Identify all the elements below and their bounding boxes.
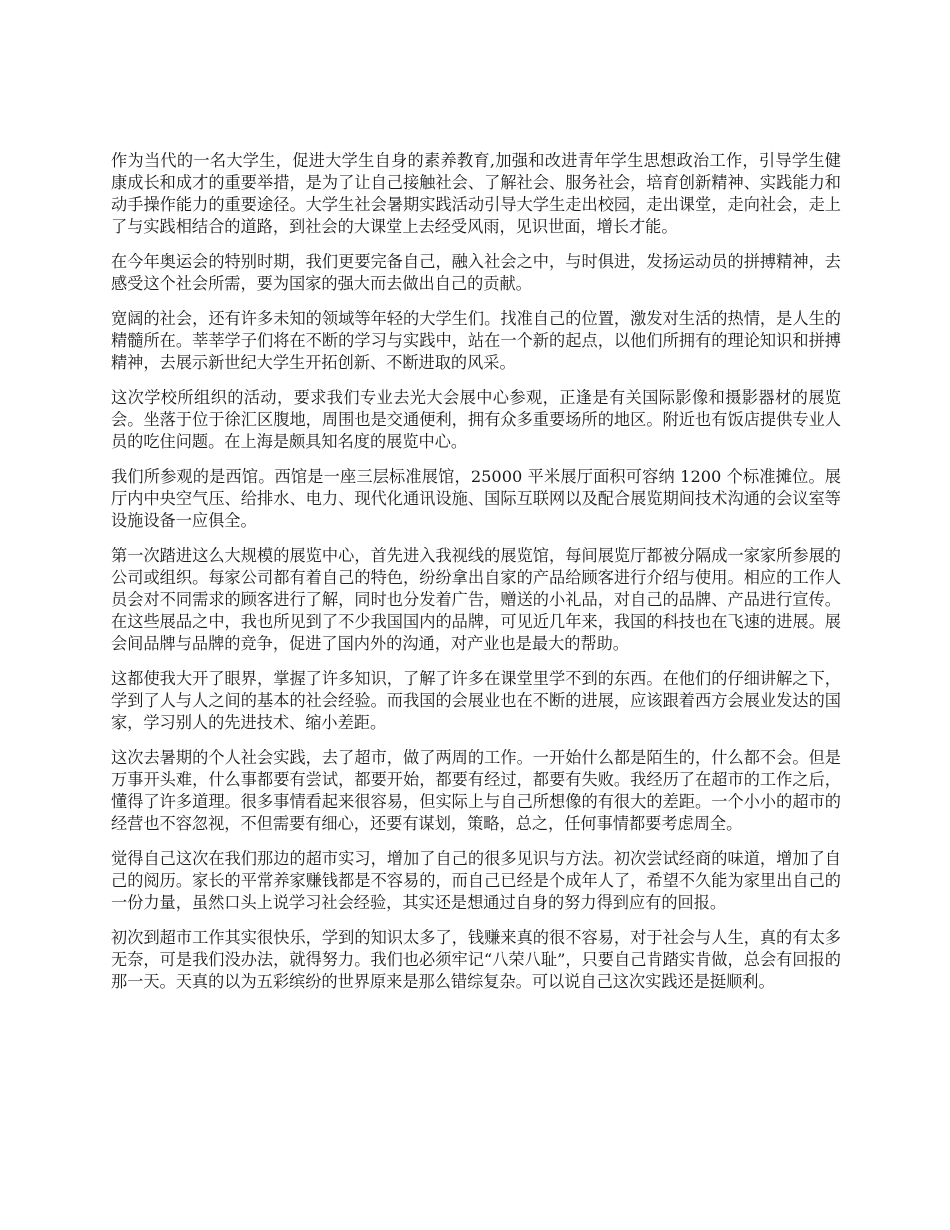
paragraph-6: 第一次踏进这么大规模的展览中心，首先进入我视线的展览馆，每间展览厅都被分隔成一家家所参展的公司或组织。每家公司都有着自己的特色，纷纷拿出自家的产品给顾客进行介绍与使用。相应的工作人员会对不同需求的顾客进行了解，同时也分发着广告，赠送的小礼品，对自己的品牌、产品进行宣传。在这些展品之中，我也所见到了不少我国国内的品牌，可见近几年来，我国的科技也在飞速的进展。展会间品牌与品牌的竞争，促进了国内外的沟通，对产业也是最大的帮助。 [111,546,841,653]
paragraph-10: 初次到超市工作其实很快乐，学到的知识太多了，钱赚来真的很不容易，对于社会与人生，真的有太多无奈，可是我们没办法，就得努力。我们也必须牢记“八荣八耻”，只要自己肯踏实肯做，总会有回报的那一天。天真的以为五彩缤纷的世界原来是那么错综复杂。可以说自己这次实践还是挺顺利。 [111,928,841,991]
document-body [111,150,841,1006]
paragraph-1: 作为当代的一名大学生，促进大学生自身的素养教育,加强和改进青年学生思想政治工作，引导学生健康成长和成才的重要举措，是为了让自己接触社会、了解社会、服务社会，培育创新精神、实践能力和动手操作能力的重要途径。大学生社会暑期实践活动引导大学生走出校园，走出课堂，走向社会，走上了与实践相结合的道路，到社会的大课堂上去经受风雨，见识世面，增长才能。 [111,151,841,236]
paragraph-5: 我们所参观的是西馆。西馆是一座三层标准展馆，25000 平米展厅面积可容纳 1200 个标准摊位。展厅内中央空气压、给排水、电力、现代化通讯设施、国际互联网以及配合展览期间技术沟通的会议室等设施设备一应俱全。 [111,467,841,530]
paragraph-4: 这次学校所组织的活动，要求我们专业去光大会展中心参观，正逢是有关国际影像和摄影器材的展览会。坐落于位于徐汇区腹地，周围也是交通便利，拥有众多重要场所的地区。附近也有饭店提供专业人员的吃住问题。在上海是颇具知名度的展览中心。 [111,388,841,451]
paragraph-8: 这次去暑期的个人社会实践，去了超市，做了两周的工作。一开始什么都是陌生的，什么都不会。但是万事开头难，什么事都要有尝试，都要开始，都要有经过，都要有失败。我经历了在超市的工作之后，懂得了许多道理。很多事情看起来很容易，但实际上与自己所想像的有很大的差距。一个小小的超市的经营也不容忽视，不但需要有细心，还要有谋划，策略，总之，任何事情都要考虑周全。 [111,748,841,833]
paragraph-3: 宽阔的社会，还有许多未知的领域等年轻的大学生们。找准自己的位置，激发对生活的热情，是人生的精髓所在。莘莘学子们将在不断的学习与实践中，站在一个新的起点，以他们所拥有的理论知识和拼搏精神，去展示新世纪大学生开拓创新、不断进取的风采。 [111,309,841,372]
paragraph-9: 觉得自己这次在我们那边的超市实习，增加了自己的很多见识与方法。初次尝试经商的味道，增加了自己的阅历。家长的平常养家赚钱都是不容易的，而自己已经是个成年人了，希望不久能为家里出自己的一份力量，虽然口头上说学习社会经验，其实还是想通过自身的努力得到应有的回报。 [111,849,841,912]
paragraph-7: 这都使我大开了眼界，掌握了许多知识，了解了许多在课堂里学不到的东西。在他们的仔细讲解之下，学到了人与人之间的基本的社会经验。而我国的会展业也在不断的进展，应该跟着西方会展业发达的国家，学习别人的先进技术、缩小差距。 [111,669,841,732]
paragraph-2: 在今年奥运会的特别时期，我们更要完备自己，融入社会之中，与时俱进，发扬运动员的拼搏精神，去感受这个社会所需，要为国家的强大而去做出自己的贡献。 [111,252,841,293]
